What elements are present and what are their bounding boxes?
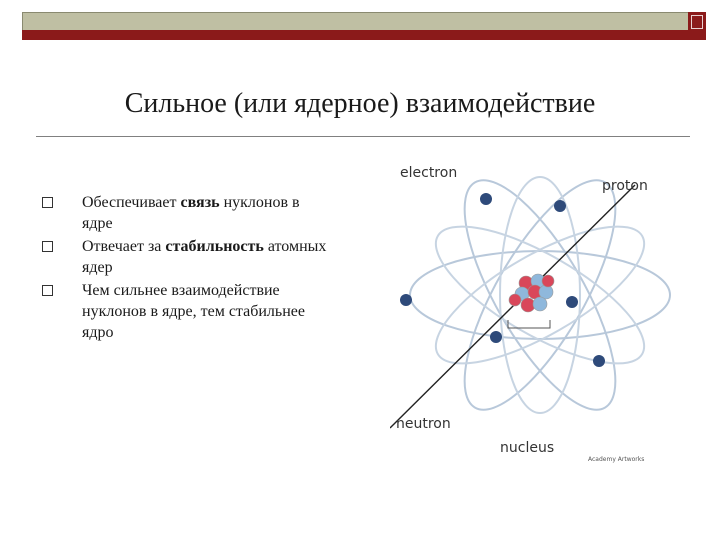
atom-diagram xyxy=(390,150,690,470)
corner-decoration xyxy=(688,12,706,40)
bullet-text: Чем сильнее взаимодействие нуклонов в ядре, тем стабильнее ядро xyxy=(82,282,305,341)
header-accent-line xyxy=(22,30,688,40)
nucleus-label: nucleus xyxy=(500,440,555,456)
header-band xyxy=(22,12,690,32)
electron-label: electron xyxy=(400,165,458,181)
electron-dot xyxy=(490,331,502,343)
bullet-item-3 xyxy=(42,280,332,343)
electron-dot xyxy=(554,200,566,212)
slide-title: Сильное (или ядерное) взаимодействие xyxy=(124,88,596,119)
electron-dot xyxy=(566,296,578,308)
electron-dot xyxy=(593,355,605,367)
electron-dot xyxy=(400,294,412,306)
bullet-text: Обеспечивает xyxy=(82,194,181,211)
title-divider xyxy=(36,136,690,137)
proton-label: proton xyxy=(602,178,648,194)
electron-dot xyxy=(480,193,492,205)
bullet-square-icon xyxy=(42,285,53,296)
nucleus xyxy=(509,274,554,312)
bullet-square-icon xyxy=(42,197,53,208)
credit-label: Academy Artworks xyxy=(588,456,645,463)
axis-line xyxy=(390,185,635,428)
bullet-text: Отвечает за xyxy=(82,238,166,255)
bullet-emphasis: связь xyxy=(180,194,220,211)
bullet-list xyxy=(42,192,332,345)
bullet-emphasis: стабильность xyxy=(165,238,264,255)
bullet-text: нуклонов в ядре xyxy=(82,194,300,232)
bullet-text: атомных ядер xyxy=(82,238,327,276)
neutron-label: neutron xyxy=(396,416,451,432)
bullet-item-2 xyxy=(42,236,332,278)
bullet-item-1 xyxy=(42,192,332,234)
bullet-square-icon xyxy=(42,241,53,252)
